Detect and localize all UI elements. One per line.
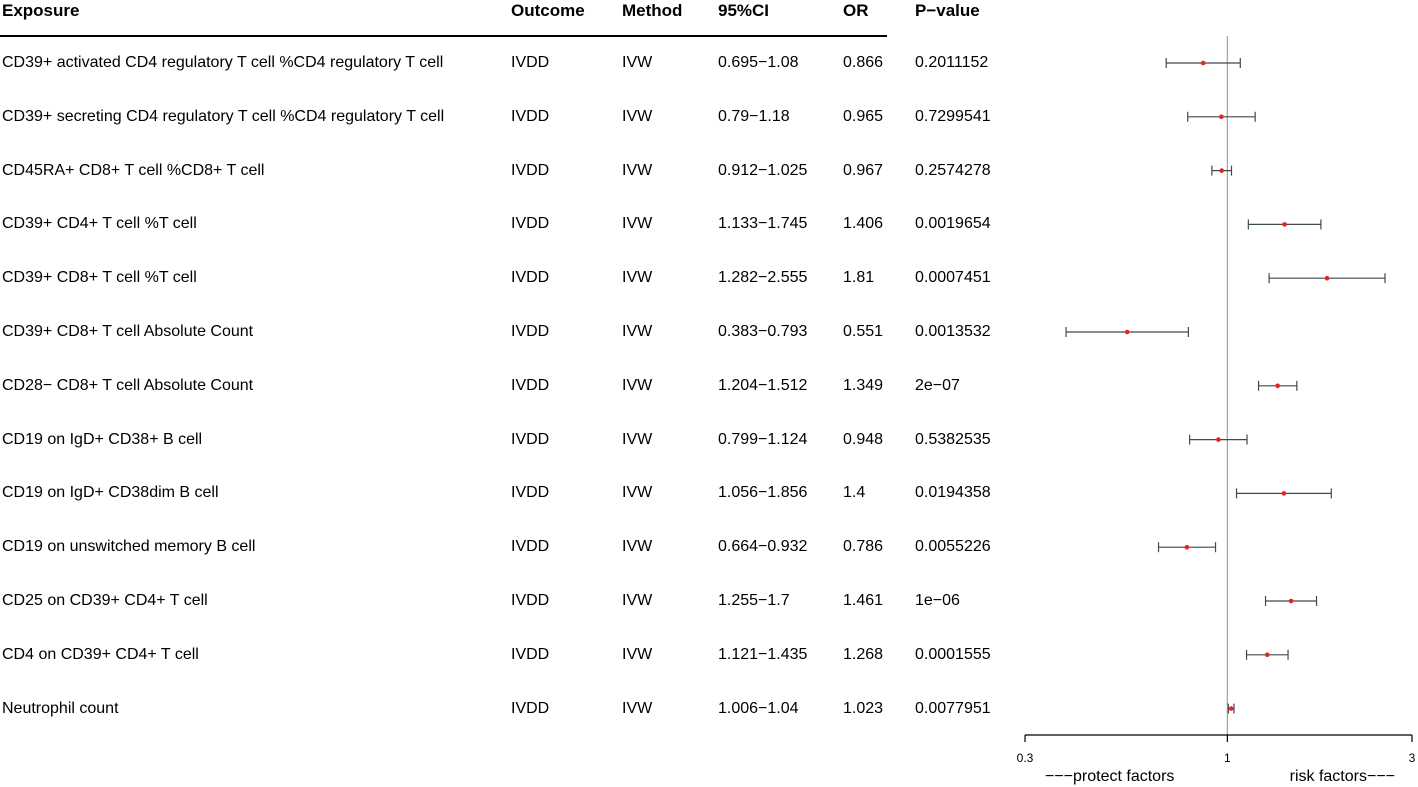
cell-method: IVW — [622, 592, 653, 609]
header-ci: 95%CI — [718, 1, 770, 20]
cell-method: IVW — [622, 107, 653, 125]
cell-pvalue: 0.0055226 — [915, 538, 991, 556]
cell-outcome: IVDD — [511, 107, 550, 125]
cell-or: 0.551 — [843, 323, 884, 340]
x-tick-label: 1 — [1224, 751, 1231, 765]
cell-exposure: Neutrophil count — [2, 699, 119, 717]
cell-ci: 0.79−1.18 — [718, 107, 790, 125]
cell-ci: 0.695−1.08 — [718, 54, 799, 71]
cell-pvalue: 1e−06 — [915, 592, 960, 609]
cell-pvalue: 0.0013532 — [915, 323, 991, 340]
or-point — [1282, 491, 1287, 496]
header-outcome: Outcome — [511, 1, 585, 20]
cell-ci: 0.383−0.793 — [718, 323, 808, 340]
cell-or: 0.965 — [843, 107, 884, 125]
cell-or: 1.023 — [843, 699, 884, 717]
cell-ci: 1.121−1.435 — [718, 645, 808, 663]
cell-or: 0.948 — [843, 430, 884, 448]
cell-outcome: IVDD — [511, 538, 550, 556]
cell-or: 1.461 — [843, 592, 884, 609]
cell-pvalue: 2e−07 — [915, 376, 960, 394]
cell-pvalue: 0.0019654 — [915, 215, 991, 233]
header-method: Method — [622, 1, 683, 20]
cell-outcome: IVDD — [511, 430, 550, 448]
cell-pvalue: 0.7299541 — [915, 107, 991, 125]
cell-outcome: IVDD — [511, 54, 550, 71]
cell-pvalue: 0.2574278 — [915, 161, 991, 179]
or-point — [1229, 706, 1234, 711]
cell-exposure: CD25 on CD39+ CD4+ T cell — [2, 592, 208, 609]
cell-exposure: CD39+ CD8+ T cell %T cell — [2, 269, 197, 287]
cell-or: 1.349 — [843, 376, 884, 394]
cell-method: IVW — [622, 323, 653, 340]
cell-ci: 1.006−1.04 — [718, 699, 799, 717]
cell-outcome: IVDD — [511, 215, 550, 233]
cell-pvalue: 0.0001555 — [915, 645, 991, 663]
cell-ci: 1.255−1.7 — [718, 592, 790, 609]
cell-exposure: CD39+ activated CD4 regulatory T cell %CD4 regulatory T cell — [2, 54, 444, 71]
cell-or: 1.81 — [843, 269, 875, 287]
cell-exposure: CD45RA+ CD8+ T cell %CD8+ T cell — [2, 161, 265, 179]
cell-pvalue: 0.2011152 — [915, 54, 989, 71]
or-point — [1201, 61, 1206, 66]
cell-or: 1.406 — [843, 215, 884, 233]
or-point — [1185, 545, 1190, 550]
cell-outcome: IVDD — [511, 592, 550, 609]
cell-or: 1.4 — [843, 484, 866, 502]
cell-ci: 0.912−1.025 — [718, 161, 808, 179]
or-point — [1216, 437, 1221, 442]
cell-ci: 1.204−1.512 — [718, 376, 808, 394]
cell-or: 0.786 — [843, 538, 884, 556]
cell-ci: 1.133−1.745 — [718, 215, 808, 233]
cell-exposure: CD39+ CD4+ T cell %T cell — [2, 215, 197, 233]
cell-method: IVW — [622, 376, 653, 394]
cell-ci: 1.056−1.856 — [718, 484, 808, 502]
cell-method: IVW — [622, 430, 653, 448]
cell-pvalue: 0.0077951 — [915, 699, 991, 717]
cell-pvalue: 0.0194358 — [915, 484, 991, 502]
cell-exposure: CD19 on IgD+ CD38+ B cell — [2, 430, 203, 448]
cell-exposure: CD28− CD8+ T cell Absolute Count — [2, 376, 254, 394]
cell-or: 0.967 — [843, 161, 884, 179]
cell-outcome: IVDD — [511, 161, 550, 179]
cell-outcome: IVDD — [511, 484, 550, 502]
cell-ci: 1.282−2.555 — [718, 269, 808, 287]
x-tick-label: 3 — [1408, 751, 1416, 765]
or-point — [1289, 599, 1294, 604]
cell-ci: 0.664−0.932 — [718, 538, 808, 556]
protect-factors-caption: −−−protect factors — [1045, 768, 1175, 785]
cell-outcome: IVDD — [511, 699, 550, 717]
cell-method: IVW — [622, 161, 653, 179]
cell-exposure: CD19 on IgD+ CD38dim B cell — [2, 484, 219, 502]
cell-method: IVW — [622, 269, 653, 287]
or-point — [1275, 384, 1280, 389]
cell-outcome: IVDD — [511, 645, 550, 663]
x-tick-label: 0.3 — [1016, 751, 1034, 765]
risk-factors-caption: risk factors−−− — [1289, 768, 1395, 785]
cell-exposure: CD4 on CD39+ CD4+ T cell — [2, 645, 199, 663]
cell-exposure: CD19 on unswitched memory B cell — [2, 538, 256, 556]
or-point — [1265, 653, 1270, 658]
cell-or: 0.866 — [843, 54, 884, 71]
or-point — [1125, 330, 1130, 335]
cell-or: 1.268 — [843, 645, 884, 663]
cell-pvalue: 0.5382535 — [915, 430, 991, 448]
cell-ci: 0.799−1.124 — [718, 430, 808, 448]
cell-method: IVW — [622, 215, 653, 233]
cell-method: IVW — [622, 538, 653, 556]
cell-outcome: IVDD — [511, 269, 550, 287]
or-point — [1325, 276, 1330, 281]
cell-pvalue: 0.0007451 — [915, 269, 991, 287]
header-pvalue: P−value — [915, 1, 980, 20]
cell-outcome: IVDD — [511, 323, 550, 340]
or-point — [1219, 168, 1224, 173]
or-point — [1282, 222, 1287, 227]
header-exposure: Exposure — [2, 1, 80, 20]
cell-method: IVW — [622, 699, 653, 717]
header-or: OR — [843, 1, 869, 20]
cell-method: IVW — [622, 645, 653, 663]
cell-method: IVW — [622, 54, 653, 71]
cell-method: IVW — [622, 484, 653, 502]
cell-exposure: CD39+ secreting CD4 regulatory T cell %CD4 regulatory T cell — [2, 107, 445, 125]
cell-outcome: IVDD — [511, 376, 550, 394]
or-point — [1219, 115, 1224, 120]
cell-exposure: CD39+ CD8+ T cell Absolute Count — [2, 323, 254, 340]
